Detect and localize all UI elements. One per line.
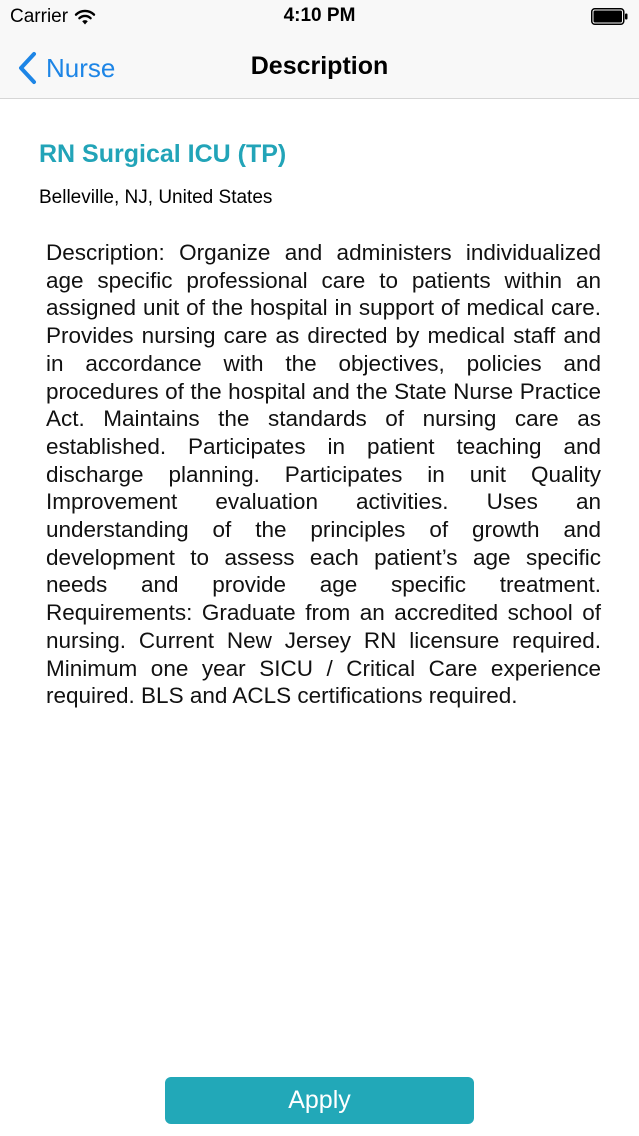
apply-button[interactable]: Apply [165,1077,474,1124]
page-title: Description [250,52,389,80]
carrier-label: Carrier [10,6,69,27]
back-button[interactable] [16,48,115,88]
battery-icon [591,8,629,25]
navigation-bar [0,36,639,99]
back-button-label: Nurse [46,53,116,83]
job-description: Description: Organize and administers individualized age specific professional care to patients within an assigned unit of the hospital in support of medical care. Provides nursing care as directed by medical staff and in accordance with the objectives, policies and procedures of the hospital and the State Nurse Practice Act. Maintains the standards of nursing care as established. Participates in patient teaching and discharge planning. Participates in unit Quality Improvement evaluation activities. Uses an understanding of the principles of growth and development to assess each patient’s age specific needs and provide age specific treatment. Requirements: Graduate from an accredited school of nursing. Current New Jersey RN licensure required. Minimum one year SICU / Critical Care experience required. BLS and ACLS certifications required. [46,240,601,709]
chevron-left-icon [16,51,38,85]
status-bar [0,0,639,36]
job-title: RN Surgical ICU (TP) [39,140,287,168]
status-time: 4:10 PM [283,5,356,26]
job-location: Belleville, NJ, United States [39,187,273,208]
